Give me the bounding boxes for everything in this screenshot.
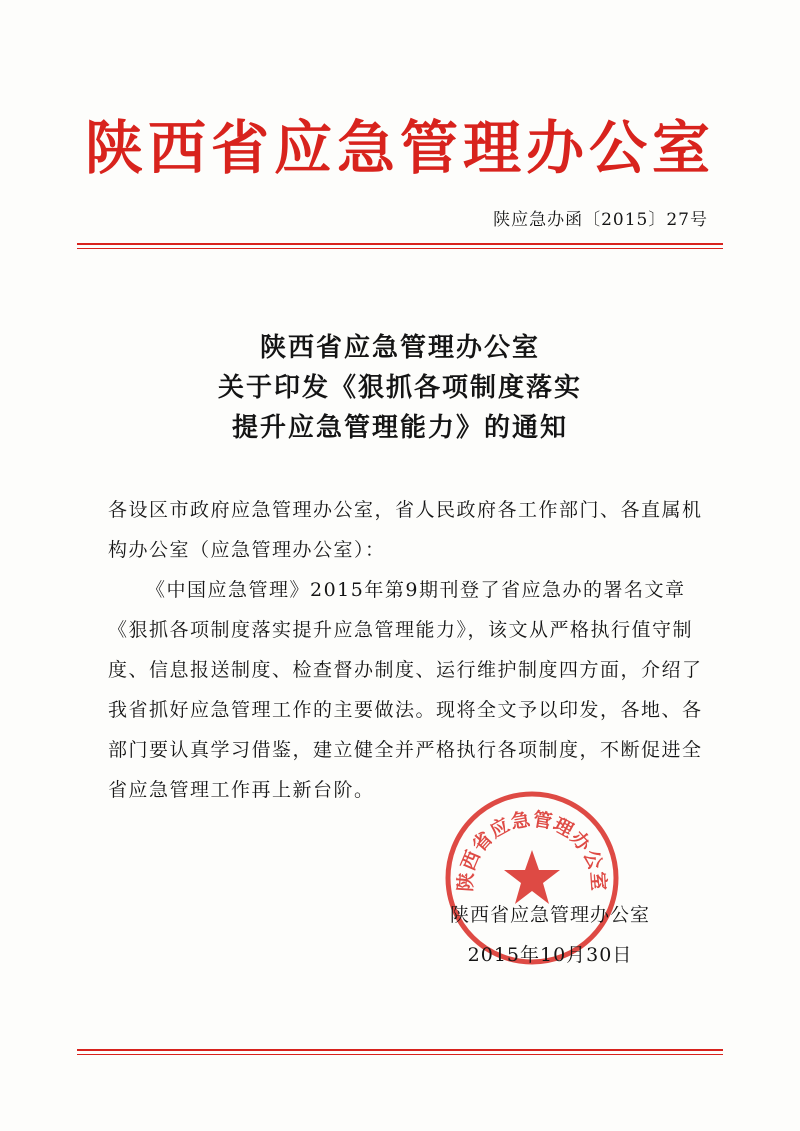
body-paragraph: 《中国应急管理》2015年第9期刊登了省应急办的署名文章《狠抓各项制度落实提升应急管理能力》，该文从严格执行值守制度、信息报送制度、检查督办制度、运行维护制度四方面，介绍了我省抓好应急管理工作的主要做法。现将全文予以印发，各地、各部门要认真学习借鉴，建立健全并严格执行各项制度，不断促进全省应急管理工作再上新台阶。 <box>108 579 703 801</box>
header-red-rule-thin <box>77 248 723 249</box>
signature-block <box>420 895 680 975</box>
title-line: 陕西省应急管理办公室 <box>259 333 540 363</box>
header-red-rule <box>77 243 723 245</box>
salutation: 各设区市政府应急管理办公室，省人民政府各工作部门、各直属机构办公室（应急管理办公室）： <box>108 499 703 561</box>
title-line: 提升应急管理能力》的通知 <box>231 413 568 443</box>
title-line: 关于印发《狠抓各项制度落实 <box>217 373 582 403</box>
signature-date: 2015年10月30日 <box>467 944 633 966</box>
document-body <box>108 490 710 810</box>
seal-text: 陕西省应急管理办公室 <box>454 808 610 893</box>
signature-org: 陕西省应急管理办公室 <box>449 904 650 926</box>
footer-red-rule <box>77 1049 723 1051</box>
footer-red-rule-thin <box>77 1054 723 1055</box>
document-number: 陕应急办函〔2015〕27号 <box>493 210 708 230</box>
document-title <box>0 328 800 448</box>
masthead: 陕西省应急管理办公室 <box>84 114 715 182</box>
